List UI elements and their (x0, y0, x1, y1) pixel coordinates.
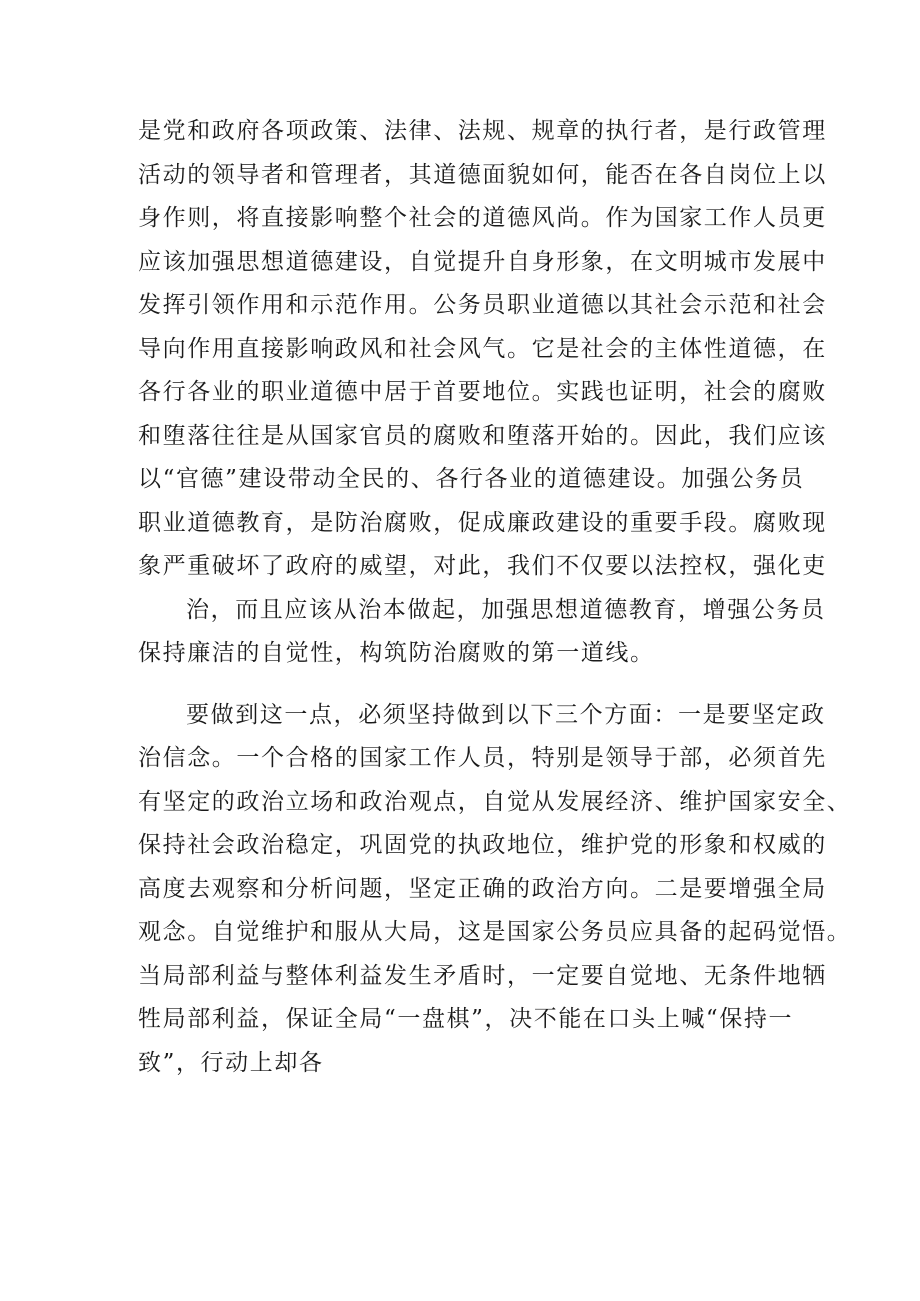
text-line: 牲局部利益，保证全局“一盘棋”，决不能在口头上喊“保持一 (138, 1006, 794, 1032)
text-line: 以“官德”建设带动全民的、各行各业的道德建设。加强公务员 (138, 466, 805, 492)
text-line: 是党和政府各项政策、法律、法规、规章的执行者，是行政管理 (138, 118, 827, 144)
text-line: 保持社会政治稳定，巩固党的执政地位，维护党的形象和权威的 (138, 832, 827, 858)
text-line: 职业道德教育，是防治腐败，促成廉政建设的重要手段。腐败现 (138, 510, 827, 536)
text-line: 高度去观察和分析问题，坚定正确的政治方向。二是要增强全局 (138, 876, 827, 902)
text-line: 和堕落往往是从国家官员的腐败和堕落开始的。因此，我们应该 (138, 423, 827, 449)
text-line: 活动的领导者和管理者，其道德面貌如何，能否在各自岗位上以 (138, 162, 827, 188)
text-line: 发挥引领作用和示范作用。公务员职业道德以其社会示范和社会 (138, 292, 827, 318)
text-line: 有坚定的政治立场和政治观点，自觉从发展经济、维护国家安全、 (138, 789, 852, 815)
text-line: 致”，行动上却各 (138, 1050, 324, 1076)
text-line: 应该加强思想道德建设，自觉提升自身形象，在文明城市发展中 (138, 249, 827, 275)
text-line: 导向作用直接影响政风和社会风气。它是社会的主体性道德，在 (138, 336, 827, 362)
text-line: 象严重破坏了政府的威望，对此，我们不仅要以法控权，强化吏 (138, 553, 827, 579)
text-line: 治，而且应该从治本做起，加强思想道德教育，增强公务员 (186, 597, 826, 623)
text-line: 保持廉洁的自觉性，构筑防治腐败的第一道线。 (138, 640, 655, 666)
text-line: 观念。自觉维护和服从大局，这是国家公务员应具备的起码觉悟。 (138, 919, 852, 945)
text-line: 身作则，将直接影响整个社会的道德风尚。作为国家工作人员更 (138, 205, 827, 231)
text-line: 当局部利益与整体利益发生矛盾时，一定要自觉地、无条件地牺 (138, 963, 827, 989)
text-line: 要做到这一点，必须坚持做到以下三个方面：一是要坚定政 (186, 702, 826, 728)
text-line: 各行各业的职业道德中居于首要地位。实践也证明，社会的腐败 (138, 379, 827, 405)
text-line: 治信念。一个合格的国家工作人员，特别是领导于部，必须首先 (138, 745, 827, 771)
